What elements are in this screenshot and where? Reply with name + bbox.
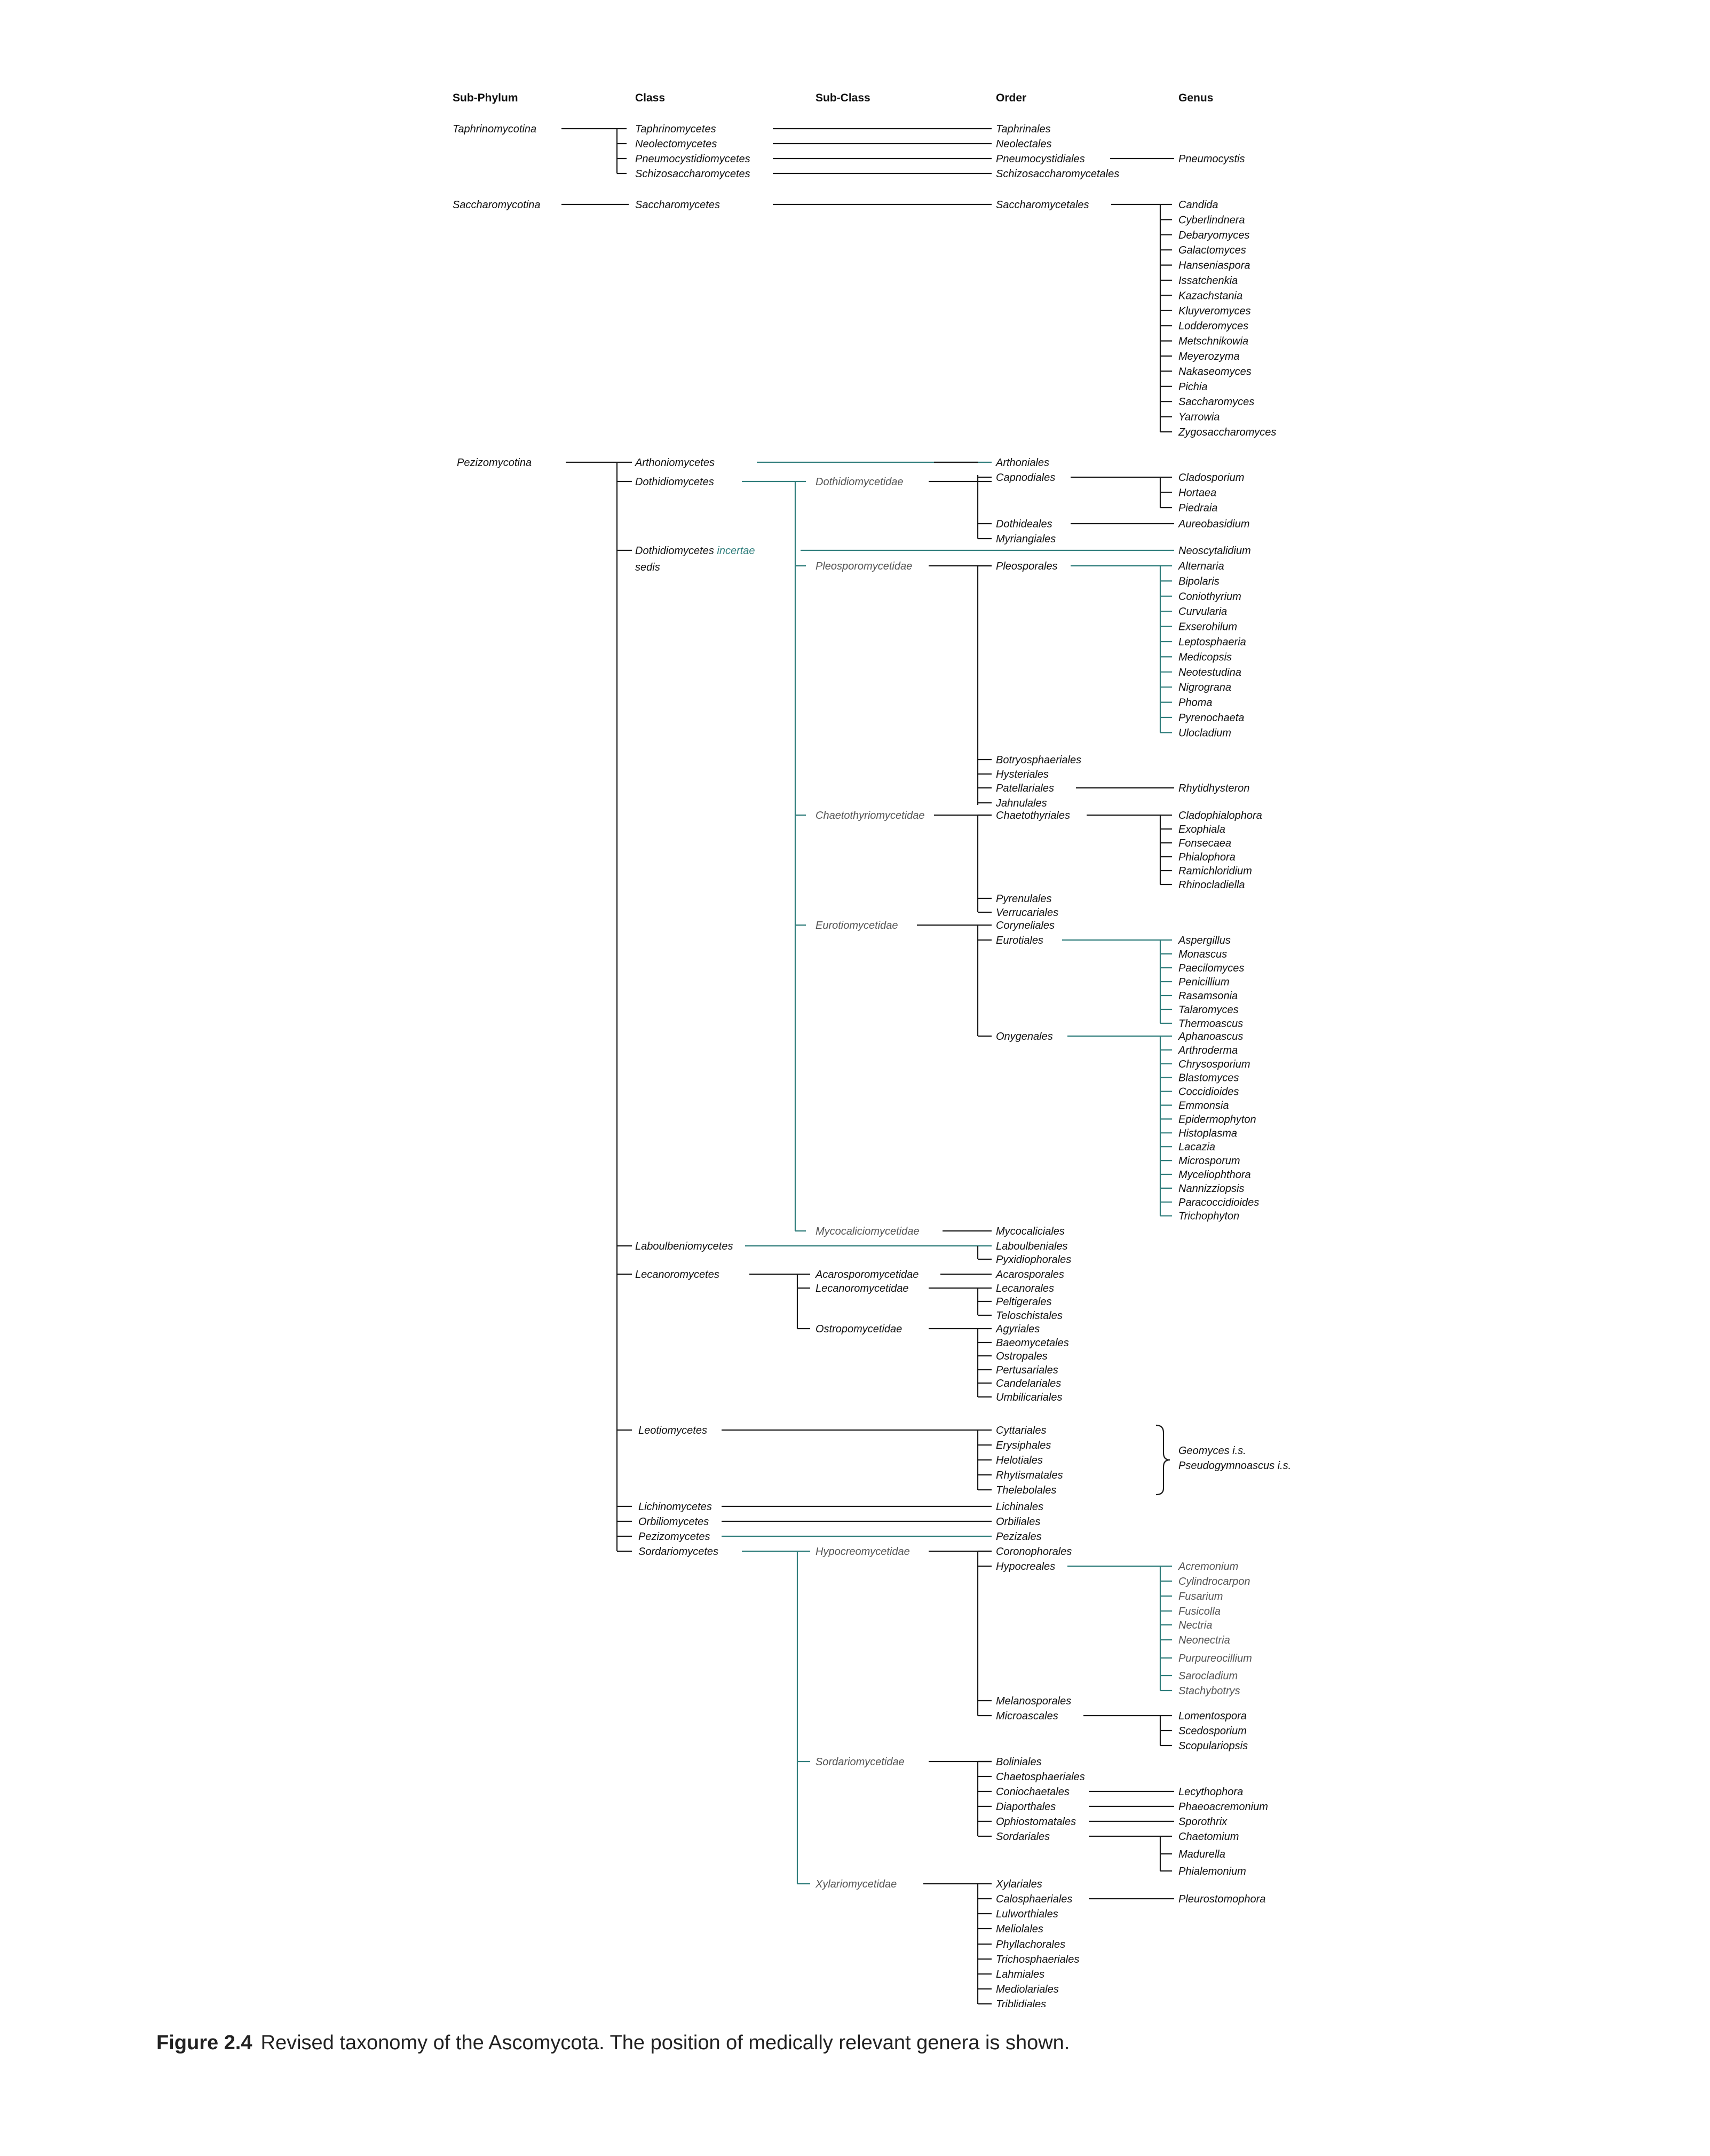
genus-kluyveromyces: Kluyveromyces: [1178, 305, 1251, 317]
genus-hortaea: Hortaea: [1178, 487, 1217, 499]
genus-scopulariopsis: Scopulariopsis: [1178, 1740, 1248, 1752]
genus-cladosporium: Cladosporium: [1178, 472, 1245, 484]
genus-penicillium: Penicillium: [1178, 976, 1230, 988]
order-sordariales: Sordariales: [996, 1831, 1050, 1843]
order-boliniales: Boliniales: [996, 1756, 1042, 1768]
subclass-eurotiomycetidae: Eurotiomycetidae: [816, 920, 898, 931]
genus-chrysosporium: Chrysosporium: [1178, 1058, 1250, 1070]
order-melanosporales: Melanosporales: [996, 1695, 1072, 1707]
genus-madurella: Madurella: [1178, 1849, 1225, 1860]
order-orbiliales: Orbiliales: [996, 1516, 1041, 1528]
class-lecanoromycetes: Lecanoromycetes: [635, 1269, 719, 1281]
subclass-mycocaliciomycetidae: Mycocaliciomycetidae: [816, 1226, 920, 1237]
order-taphrinales: Taphrinales: [996, 123, 1051, 135]
genus-saccharomyces: Saccharomyces: [1178, 396, 1255, 408]
order-dothideales: Dothideales: [996, 518, 1052, 530]
order-helotiales: Helotiales: [996, 1455, 1043, 1466]
genus-nakaseomyces: Nakaseomyces: [1178, 366, 1252, 378]
order-hypocreales: Hypocreales: [996, 1561, 1056, 1573]
genus-purpureocillium: Purpureocillium: [1178, 1653, 1252, 1664]
genus-fusicolla: Fusicolla: [1178, 1606, 1221, 1617]
genus-coniothyrium: Coniothyrium: [1178, 590, 1241, 603]
genus-aspergillus: Aspergillus: [1178, 935, 1231, 946]
class-neolectomycetes: Neolectomycetes: [635, 138, 717, 150]
class-arthoniomycetes: Arthoniomycetes: [635, 457, 715, 469]
subclass-ostropomycetidae: Ostropomycetidae: [816, 1323, 902, 1335]
order-triblidiales: Triblidiales: [996, 1999, 1047, 2007]
genus-coccidioides: Coccidioides: [1178, 1086, 1239, 1098]
genus-cladophialophora: Cladophialophora: [1178, 810, 1262, 822]
subclass-sordariomycetidae: Sordariomycetidae: [816, 1756, 905, 1768]
order-pezizales: Pezizales: [996, 1531, 1042, 1543]
genus-pichia: Pichia: [1178, 381, 1208, 393]
genus-debaryomyces: Debaryomyces: [1178, 229, 1250, 241]
genus-phoma: Phoma: [1178, 697, 1213, 709]
genus-aphanoascus: Aphanoascus: [1178, 1031, 1244, 1043]
order-ophiostomatales: Ophiostomatales: [996, 1816, 1076, 1828]
genus-rhinocladiella: Rhinocladiella: [1178, 879, 1245, 891]
order-umbilicariales: Umbilicariales: [996, 1392, 1063, 1403]
genus-stachybotrys: Stachybotrys: [1178, 1685, 1240, 1697]
order-laboulbeniales: Laboulbeniales: [996, 1241, 1068, 1252]
genus-pyrenochaeta: Pyrenochaeta: [1178, 712, 1245, 724]
order-hysteriales: Hysteriales: [996, 769, 1049, 780]
genus-curvularia: Curvularia: [1178, 606, 1228, 618]
order-coronophorales: Coronophorales: [996, 1546, 1072, 1558]
class-schizosaccharomycetes: Schizosaccharomycetes: [635, 168, 750, 180]
genus-pseudogymnoascus-is: Pseudogymnoascus i.s.: [1178, 1460, 1292, 1472]
class-laboulbeniomycetes: Laboulbeniomycetes: [635, 1241, 733, 1252]
header-subphylum: Sub-Phylum: [453, 92, 518, 104]
genus-neotestudina: Neotestudina: [1178, 666, 1241, 678]
genus-piedraia: Piedraia: [1178, 502, 1218, 514]
genus-histoplasma: Histoplasma: [1178, 1127, 1238, 1140]
header-order: Order: [996, 92, 1027, 104]
order-acarosporales: Acarosporales: [996, 1269, 1064, 1281]
order-neolectales: Neolectales: [996, 138, 1052, 150]
order-phyllachorales: Phyllachorales: [996, 1939, 1066, 1950]
class-lichinomycetes: Lichinomycetes: [638, 1501, 712, 1513]
order-ostropales: Ostropales: [996, 1351, 1048, 1362]
genus-lacazia: Lacazia: [1178, 1141, 1215, 1154]
genus-acremonium: Acremonium: [1178, 1561, 1239, 1573]
genus-pleurostomophora: Pleurostomophora: [1178, 1893, 1266, 1905]
order-rhytismatales: Rhytismatales: [996, 1470, 1063, 1481]
header-class: Class: [635, 92, 666, 104]
genus-galactomyces: Galactomyces: [1178, 244, 1246, 257]
genus-chaetomium: Chaetomium: [1178, 1831, 1239, 1843]
order-patellariales: Patellariales: [996, 783, 1054, 794]
order-chaetothyriales: Chaetothyriales: [996, 810, 1070, 822]
order-capnodiales: Capnodiales: [996, 472, 1056, 484]
genus-epidermophyton: Epidermophyton: [1178, 1113, 1256, 1126]
genus-leptosphaeria: Leptosphaeria: [1178, 636, 1246, 648]
genus-issatchenkia: Issatchenkia: [1178, 275, 1238, 287]
genus-hanseniaspora: Hanseniaspora: [1178, 259, 1250, 272]
order-microascales: Microascales: [996, 1710, 1058, 1722]
incertae-sedis-suffix: incertae: [714, 545, 755, 557]
order-arthoniales: Arthoniales: [996, 457, 1050, 469]
order-schizosaccharomycetales: Schizosaccharomycetales: [996, 168, 1120, 180]
genus-nigrograna: Nigrograna: [1178, 682, 1231, 694]
header-genus: Genus: [1178, 92, 1214, 104]
class-incertae-sedis-line2: sedis: [635, 562, 660, 573]
genus-pneumocystis: Pneumocystis: [1178, 153, 1245, 165]
subclass-lecanoromycetidae: Lecanoromycetidae: [816, 1283, 909, 1294]
genus-lecythophora: Lecythophora: [1178, 1786, 1244, 1798]
genus-zygosaccharomyces: Zygosaccharomyces: [1178, 427, 1277, 438]
order-onygenales: Onygenales: [996, 1031, 1053, 1043]
genus-emmonsia: Emmonsia: [1178, 1100, 1229, 1112]
class-pneumocystidiomycetes: Pneumocystidiomycetes: [635, 153, 750, 165]
genus-yarrowia: Yarrowia: [1178, 411, 1220, 423]
class-dothidiomycetes-incertae-sedis: Dothidiomycetes incertae: [635, 545, 755, 557]
order-pyxidiophorales: Pyxidiophorales: [996, 1254, 1072, 1266]
order-cyttariales: Cyttariales: [996, 1425, 1047, 1436]
order-lahmiales: Lahmiales: [996, 1969, 1045, 1980]
order-calosphaeriales: Calosphaeriales: [996, 1893, 1073, 1905]
genus-sarocladium: Sarocladium: [1178, 1670, 1238, 1682]
order-eurotiales: Eurotiales: [996, 935, 1043, 946]
order-lichinales: Lichinales: [996, 1501, 1043, 1513]
class-pezizomycetes: Pezizomycetes: [638, 1531, 710, 1543]
genus-fusarium: Fusarium: [1178, 1591, 1223, 1602]
order-erysiphales: Erysiphales: [996, 1440, 1051, 1451]
genus-nannizziopsis: Nannizziopsis: [1178, 1182, 1245, 1195]
genus-meyerozyma: Meyerozyma: [1178, 351, 1240, 362]
class-leotiomycetes: Leotiomycetes: [638, 1425, 707, 1436]
genus-arthroderma: Arthroderma: [1178, 1044, 1238, 1056]
class-saccharomycetes: Saccharomycetes: [635, 199, 720, 211]
order-coniochaetales: Coniochaetales: [996, 1786, 1070, 1798]
subclass-chaetothyriomycetidae: Chaetothyriomycetidae: [816, 810, 925, 822]
genus-exophiala: Exophiala: [1178, 824, 1225, 835]
order-lulworthiales: Lulworthiales: [996, 1908, 1058, 1920]
genus-kazachstania: Kazachstania: [1178, 290, 1243, 302]
order-pyrenulales: Pyrenulales: [996, 893, 1052, 905]
order-meliolales: Meliolales: [996, 1923, 1043, 1935]
order-diaporthales: Diaporthales: [996, 1801, 1056, 1813]
genus-cyberlindnera: Cyberlindnera: [1178, 214, 1245, 226]
genus-neonectria: Neonectria: [1178, 1634, 1230, 1646]
genus-bipolaris: Bipolaris: [1178, 575, 1220, 588]
order-xylariales: Xylariales: [996, 1878, 1042, 1890]
order-saccharomycetales: Saccharomycetales: [996, 199, 1089, 211]
genus-rasamsonia: Rasamsonia: [1178, 990, 1238, 1002]
order-pertusariales: Pertusariales: [996, 1364, 1058, 1376]
figure-caption: [156, 2032, 1070, 2055]
subclass-hypocreomycetidae: Hypocreomycetidae: [816, 1546, 910, 1558]
order-agyriales: Agyriales: [996, 1323, 1040, 1335]
genus-microsporum: Microsporum: [1178, 1155, 1240, 1167]
order-jahnulales: Jahnulales: [996, 797, 1047, 809]
genus-medicopsis: Medicopsis: [1178, 651, 1232, 664]
leotiomycetes-brace: [1156, 1425, 1170, 1495]
class-sordariomycetes: Sordariomycetes: [638, 1546, 719, 1558]
order-mediolariales: Mediolariales: [996, 1984, 1059, 1995]
genus-exserohilum: Exserohilum: [1178, 621, 1238, 633]
genus-nectria: Nectria: [1178, 1620, 1213, 1631]
genus-myceliophthora: Myceliophthora: [1178, 1169, 1251, 1181]
genus-metschnikowia: Metschnikowia: [1178, 335, 1249, 348]
subphylum-taphrinomycotina: Taphrinomycotina: [453, 123, 537, 135]
genus-cylindrocarpon: Cylindrocarpon: [1178, 1576, 1250, 1588]
order-botryosphaeriales: Botryosphaeriales: [996, 754, 1082, 766]
tree-connector-lines: [561, 129, 1174, 2004]
figure-caption-label: Figure 2.4: [156, 2032, 252, 2054]
order-teloschistales: Teloschistales: [996, 1310, 1063, 1322]
genus-phialemonium: Phialemonium: [1178, 1866, 1246, 1877]
order-lecanorales: Lecanorales: [996, 1283, 1054, 1294]
genus-sporothrix: Sporothrix: [1178, 1816, 1228, 1828]
order-thelebolales: Thelebolales: [996, 1484, 1057, 1496]
order-baeomycetales: Baeomycetales: [996, 1337, 1069, 1349]
genus-lodderomyces: Lodderomyces: [1178, 320, 1249, 333]
genus-geomyces-is: Geomyces i.s.: [1178, 1445, 1246, 1457]
genus-ramichloridium: Ramichloridium: [1178, 865, 1252, 877]
genus-paracoccidioides: Paracoccidioides: [1178, 1196, 1260, 1209]
genus-alternaria: Alternaria: [1178, 560, 1224, 572]
genus-phialophora: Phialophora: [1178, 851, 1236, 863]
class-taphrinomycetes: Taphrinomycetes: [635, 123, 716, 135]
order-mycocaliciales: Mycocaliciales: [996, 1226, 1065, 1237]
genus-rhytidhysteron: Rhytidhysteron: [1178, 783, 1250, 794]
genus-fonsecaea: Fonsecaea: [1178, 838, 1231, 849]
order-pleosporales: Pleosporales: [996, 560, 1058, 572]
subphylum-pezizomycotina: Pezizomycotina: [457, 457, 532, 469]
order-myriangiales: Myriangiales: [996, 533, 1056, 545]
header-subclass: Sub-Class: [816, 92, 870, 104]
genus-paecilomyces: Paecilomyces: [1178, 962, 1245, 974]
order-trichosphaeriales: Trichosphaeriales: [996, 1954, 1080, 1965]
order-pneumocystidiales: Pneumocystidiales: [996, 153, 1085, 165]
genus-trichophyton: Trichophyton: [1178, 1210, 1240, 1222]
genus-phaeoacremonium: Phaeoacremonium: [1178, 1801, 1268, 1813]
genus-aureobasidium: Aureobasidium: [1178, 518, 1250, 530]
subclass-pleosporomycetidae: Pleosporomycetidae: [816, 560, 913, 572]
genus-ulocladium: Ulocladium: [1178, 727, 1231, 739]
genus-thermoascus: Thermoascus: [1178, 1018, 1244, 1030]
order-chaetosphaeriales: Chaetosphaeriales: [996, 1771, 1085, 1783]
subphylum-saccharomycotina: Saccharomycotina: [453, 199, 541, 211]
genus-neoscytalidium: Neoscytalidium: [1178, 545, 1251, 557]
class-orbiliomycetes: Orbiliomycetes: [638, 1516, 709, 1528]
subclass-xylariomycetidae: Xylariomycetidae: [816, 1878, 897, 1890]
genus-monascus: Monascus: [1178, 949, 1228, 960]
order-coryneliales: Coryneliales: [996, 920, 1055, 931]
genus-lomentospora: Lomentospora: [1178, 1710, 1247, 1722]
genus-blastomyces: Blastomyces: [1178, 1072, 1239, 1084]
genus-talaromyces: Talaromyces: [1178, 1004, 1239, 1016]
subclass-dothidiomycetidae: Dothidiomycetidae: [816, 476, 904, 488]
order-verrucariales: Verrucariales: [996, 907, 1059, 919]
class-dothidiomycetes: Dothidiomycetes: [635, 476, 714, 488]
subclass-acarosporomycetidae: Acarosporomycetidae: [816, 1269, 919, 1281]
genus-candida: Candida: [1178, 199, 1218, 211]
order-peltigerales: Peltigerales: [996, 1296, 1052, 1308]
genus-scedosporium: Scedosporium: [1178, 1725, 1247, 1737]
figure-caption-text: Revised taxonomy of the Ascomycota. The position of medically relevant genera is shown.: [260, 2032, 1070, 2054]
order-candelariales: Candelariales: [996, 1378, 1062, 1389]
